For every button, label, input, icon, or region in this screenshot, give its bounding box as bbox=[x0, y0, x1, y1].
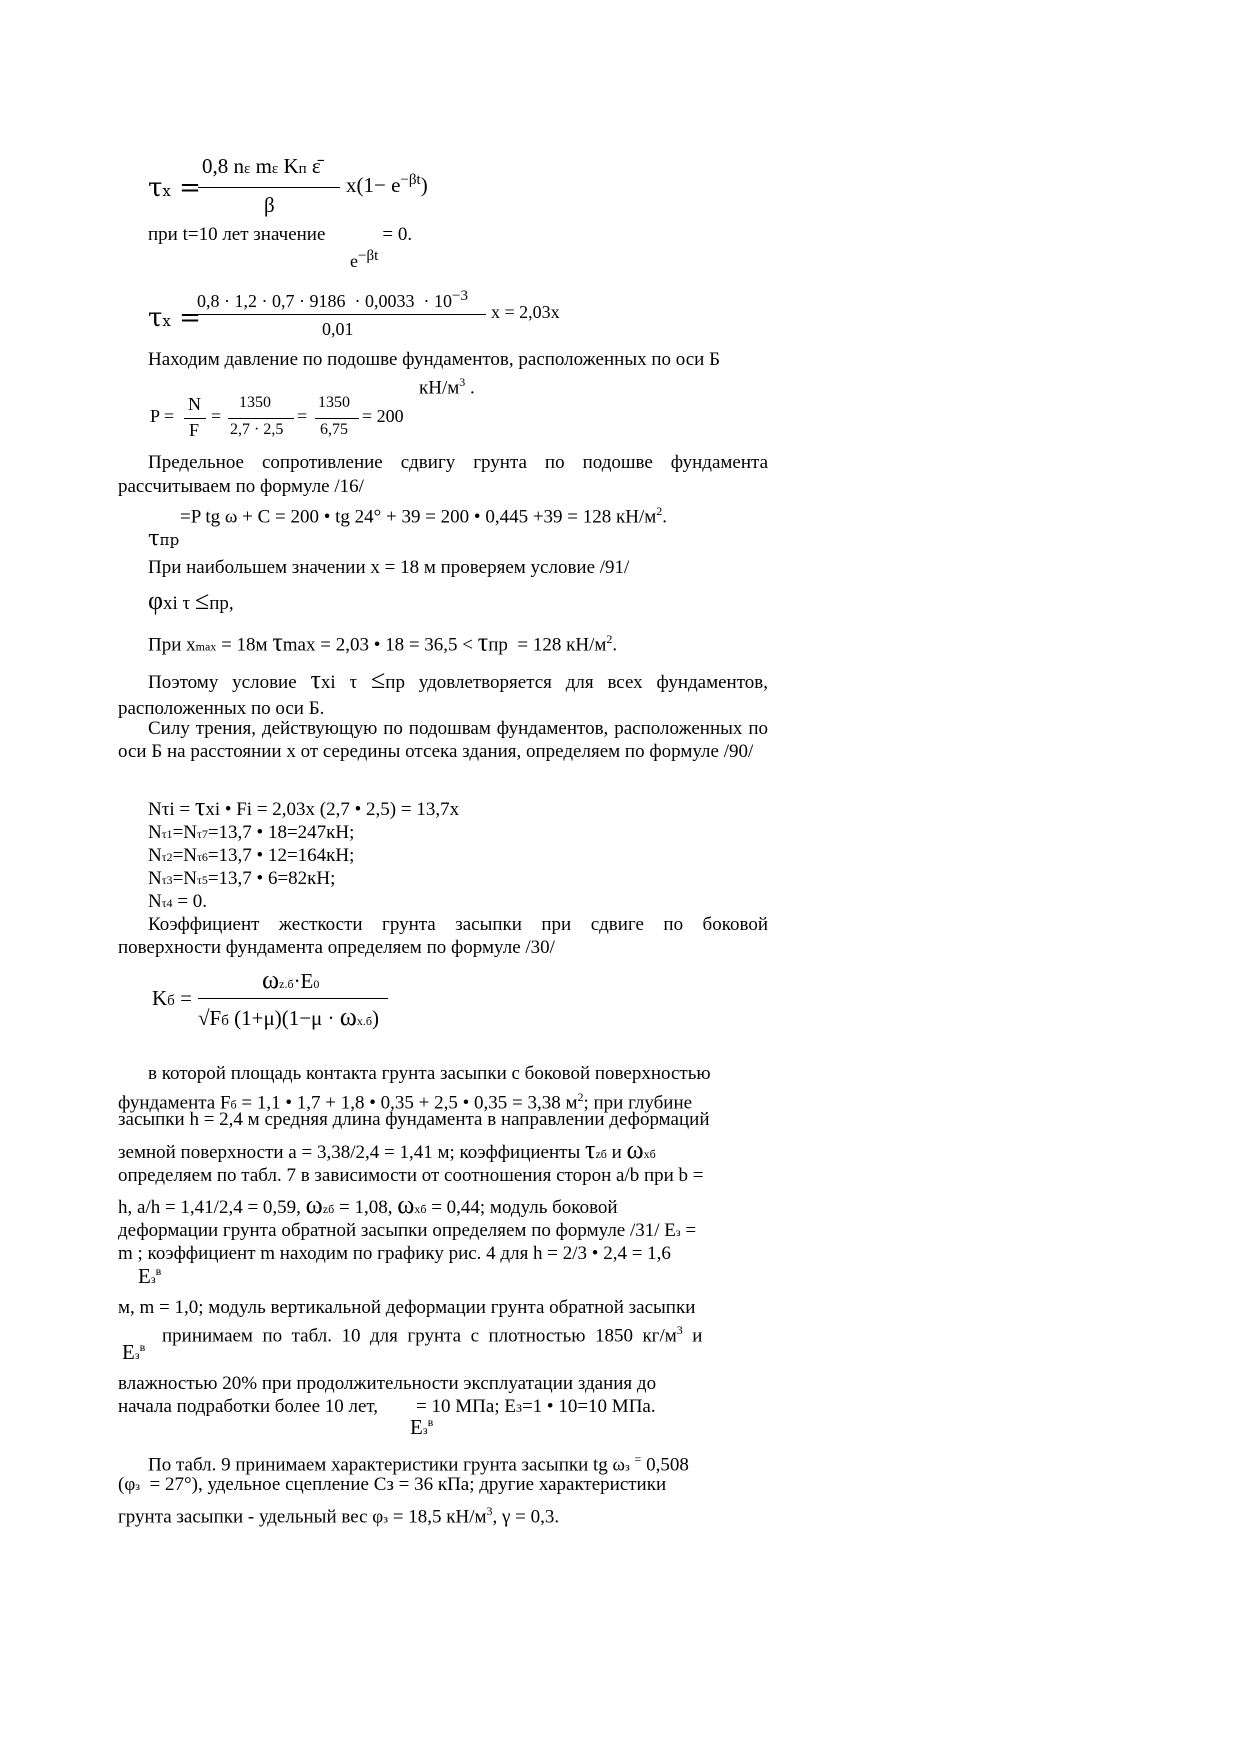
fraction-n2: 1350 bbox=[239, 394, 271, 411]
formula-denominator: β bbox=[264, 193, 275, 217]
formula-lhs: Kб = bbox=[152, 986, 192, 1010]
formula-denominator: 0,01 bbox=[322, 319, 354, 339]
paragraph-friction: Силу трения, действующую по подошвам фундаментов, расположенных по оси Б на расстоянии x от середины отсека здания, определяем по формуле /90/ bbox=[118, 718, 768, 762]
formula-rhs: x = 2,03x bbox=[491, 302, 560, 322]
fraction-line bbox=[198, 187, 340, 188]
vertical-line-3: влажностью 20% при продолжительности эксплуатации здания до bbox=[118, 1373, 657, 1394]
friction-line-1: Nτi = τxi • Fi = 2,03x (2,7 • 2,5) = 13,7x bbox=[148, 792, 460, 821]
area-line-5: определяем по табл. 7 в зависимости от соотношения сторон a/b при b = bbox=[118, 1165, 704, 1186]
formula-numerator: ωz.б·E0 bbox=[262, 965, 320, 994]
ez-symbol-1: $Eз^в$ bbox=[138, 1264, 162, 1288]
fraction-line bbox=[198, 998, 388, 999]
fraction-line bbox=[315, 418, 359, 419]
friction-line-5: Nτ4 = 0. bbox=[148, 891, 208, 912]
vertical-line-1: м, m = 1,0; модуль вертикальной деформации грунта обратной засыпки bbox=[118, 1297, 696, 1318]
table9-line-3: грунта засыпки - удельный вес φз = 18,5 $кН/м^3$, γ = 0,3. bbox=[118, 1504, 560, 1528]
formula-denominator: √Fб (1+μ)(1−μ · ωx.б) bbox=[198, 1002, 380, 1031]
fraction-line bbox=[184, 418, 206, 419]
fraction-d2: 2,7 · 2,5 bbox=[230, 421, 284, 438]
area-line-6: h, a/h = 1,41/2,4 = 0,59, ωzб = 1,08, ωxб = 0,44; модуль боковой bbox=[118, 1190, 618, 1219]
friction-line-3: Nτ2=Nτ6=13,7 • 12=164кН; bbox=[148, 845, 355, 866]
equals-sign: = bbox=[211, 406, 222, 426]
paragraph-max-check: При наибольшем значении x = 18 м проверяем условие /91/ bbox=[148, 557, 630, 578]
area-line-2: фундамента Fб = 1,1 • 1,7 + 1,8 • 0,35 + 2,5 • 0,35 = 3,38 $м^2$; при глубине bbox=[118, 1090, 693, 1114]
fraction-d3: 6,75 bbox=[320, 421, 348, 438]
area-line-3: засыпки h = 2,4 м средняя длина фундамента в направлении деформаций bbox=[118, 1109, 710, 1130]
line-t10: при t=10 лет значение = 0. bbox=[148, 224, 413, 245]
e-beta-t: $e^{-\beta t}$ bbox=[350, 248, 379, 271]
fraction-line bbox=[228, 418, 294, 419]
friction-line-4: Nτ3=Nτ5=13,7 • 6=82кН; bbox=[148, 868, 336, 889]
vertical-line-4: начала подработки более 10 лет, = 10 МПа; EЗ=1 • 10=10 МПа. bbox=[118, 1396, 656, 1417]
area-line-8: m ; коэффициент m находим по графику рис. 4 для h = 2/3 • 2,4 = 1,6 bbox=[118, 1243, 671, 1264]
formula-factor: $x(1- e^{-\beta t})$ bbox=[346, 172, 428, 197]
fraction-line bbox=[193, 314, 486, 315]
paragraph-pressure: Находим давление по подошве фундаментов, расположенных по оси Б bbox=[148, 349, 720, 370]
ez-symbol-3: $Eз^в$ bbox=[410, 1415, 434, 1439]
fraction-n: N bbox=[188, 394, 201, 414]
area-line-1: в которой площадь контакта грунта засыпки с боковой поверхностью bbox=[148, 1063, 711, 1084]
paragraph-limit-resistance: Предельное сопротивление сдвигу грунта по подошве фундамента рассчитываем по формуле /16/ bbox=[118, 452, 768, 497]
formula-numerator: 0,8 nε mε Kп ε̄ bbox=[202, 154, 321, 178]
formula-result: = 200 bbox=[362, 406, 404, 426]
line-tau-pr-formula: =P tg ω + C = 200 • tg 24° + 39 = 200 • 0,445 +39 = 128 $кН/м^2$. bbox=[180, 504, 668, 528]
vertical-line-2: принимаем по табл. 10 для грунта с плотностью 1850 $кг/м^3$ и bbox=[162, 1323, 703, 1347]
line-xmax: При xmax = 18м τmax = 2,03 • 18 = 36,5 < τпр = 128 $кН/м^2$. bbox=[148, 627, 618, 657]
formula-lhs: τx = bbox=[148, 173, 201, 203]
condition-line: φxi τ ≤пр, bbox=[148, 586, 234, 615]
fraction-n3: 1350 bbox=[318, 394, 350, 411]
fraction-f: F bbox=[189, 420, 200, 440]
formula-lhs: P = bbox=[150, 406, 174, 426]
paragraph-stiffness: Коэффициент жесткости грунта засыпки при сдвиге по боковой поверхности фундамента определяем по формуле /30/ bbox=[118, 914, 768, 958]
ez-symbol-2: $Eз^в$ bbox=[122, 1340, 146, 1364]
formula-numerator: $0,8 \cdot 1,2 \cdot 0,7 \cdot 9186 \cdot 0,0033 \cdot 10^{-3}$ bbox=[197, 288, 468, 311]
table9-line-2: (φз = 27°), удельное сцепление Cз = 36 кПа; другие характеристики bbox=[118, 1474, 667, 1495]
table9-line-1: По табл. 9 принимаем характеристики грунта засыпки tg ωз = 0,508 bbox=[148, 1452, 689, 1476]
friction-line-2: Nτ1=Nτ7=13,7 • 18=247кН; bbox=[148, 822, 355, 843]
tau-pr-label: τпр bbox=[148, 526, 180, 550]
formula-lhs: τx = bbox=[148, 303, 201, 333]
area-line-7: деформации грунта обратной засыпки определяем по формуле /31/ Eз = bbox=[118, 1220, 697, 1241]
unit-label: $кН/м^3$ . bbox=[419, 375, 475, 399]
area-line-4: земной поверхности a = 3,38/2,4 = 1,41 м; коэффициенты τzб и ωxб bbox=[118, 1135, 656, 1164]
equals-sign: = bbox=[297, 406, 308, 426]
paragraph-condition: Поэтому условие τxi τ ≤пр удовлетворяется для всех фундаментов, расположенных по оси Б. bbox=[118, 665, 768, 719]
